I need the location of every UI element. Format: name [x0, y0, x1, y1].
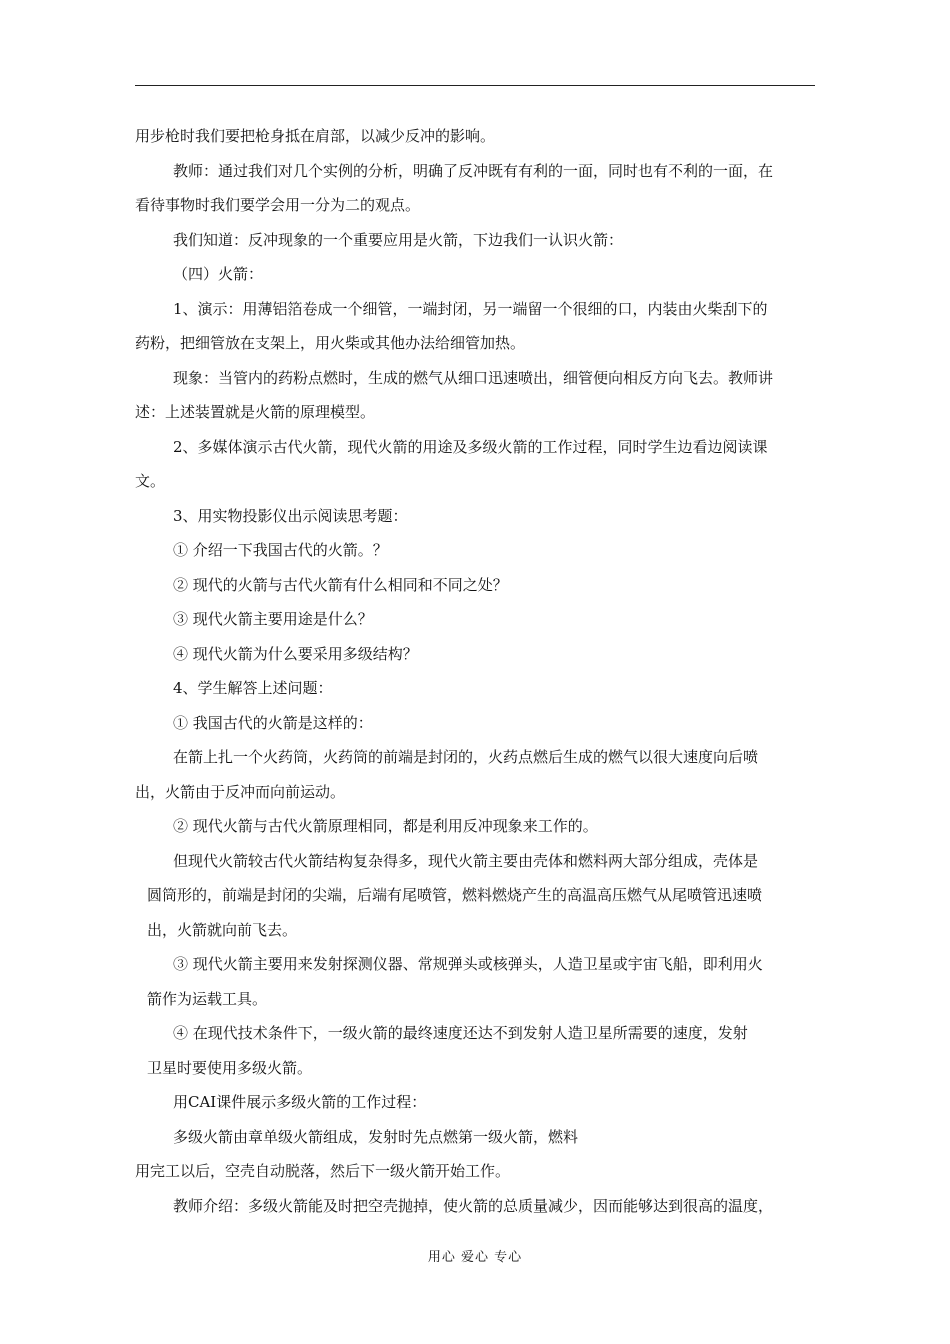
paragraph-line: 文。	[135, 472, 166, 490]
paragraph-line: 但现代火箭较古代火箭结构复杂得多，现代火箭主要由壳体和燃料两大部分组成，壳体是	[173, 851, 759, 870]
paragraph-line: 箭作为运载工具。	[147, 989, 268, 1008]
paragraph-line: ④ 在现代技术条件下，一级火箭的最终速度还达不到发射人造卫星所需要的速度，发射	[173, 1024, 748, 1042]
paragraph-line: ② 现代的火箭与古代火箭有什么相同和不同之处？	[173, 575, 508, 594]
paragraph-line: 教师：通过我们对几个实例的分析，明确了反冲既有有利的一面，同时也有不利的一面，在	[173, 161, 774, 180]
paragraph-line: ② 现代火箭与古代火箭原理相同，都是利用反冲现象来工作的。	[173, 817, 598, 835]
paragraph-line: 我们知道：反冲现象的一个重要应用是火箭，下边我们一认识火箭：	[173, 230, 624, 249]
paragraph-line: 3、用实物投影仪出示阅读思考题：	[173, 506, 408, 525]
paragraph-line: 用步枪时我们要把枪身抵在肩部，以减少反冲的影响。	[135, 127, 496, 145]
paragraph-line: 出，火箭就向前飞去。	[147, 920, 298, 939]
paragraph-line: 用完工以后，空壳自动脱落，然后下一级火箭开始工作。	[135, 1162, 511, 1180]
paragraph-line: （四）火箭：	[173, 265, 264, 283]
paragraph-line: ① 介绍一下我国古代的火箭。？	[173, 541, 388, 559]
paragraph-line: ③ 现代火箭主要用来发射探测仪器、常规弹头或核弹头，人造卫星或宇宙飞船，即利用火	[173, 955, 763, 973]
paragraph-line: 多级火箭由章单级火箭组成，发射时先点燃第一级火箭，燃料	[173, 1127, 579, 1146]
paragraph-line: 在箭上扎一个火药筒，火药筒的前端是封闭的，火药点燃后生成的燃气以很大速度向后喷	[173, 748, 759, 766]
paragraph-line: 用CAI课件展示多级火箭的工作过程：	[173, 1093, 427, 1111]
paragraph-line: 4、学生解答上述问题：	[173, 679, 333, 697]
paragraph-line: 看待事物时我们要学会用一分为二的观点。	[135, 196, 421, 214]
paragraph-line: 教师介绍：多级火箭能及时把空壳抛掉，使火箭的总质量减少，因而能够达到很高的温度，	[173, 1196, 774, 1215]
paragraph-line: 药粉，把细管放在支架上，用火柴或其他办法给细管加热。	[135, 334, 526, 352]
paragraph-line: 现象：当管内的药粉点燃时，生成的燃气从细口迅速喷出，细管便向相反方向飞去。教师讲	[173, 368, 774, 387]
paragraph-line: ③ 现代火箭主要用途是什么？	[173, 610, 373, 628]
paragraph-line: ④ 现代火箭为什么要采用多级结构？	[173, 644, 418, 663]
page-footer: 用心 爱心 专心	[427, 1250, 523, 1265]
paragraph-line: 2、多媒体演示古代火箭，现代火箭的用途及多级火箭的工作过程，同时学生边看边阅读课	[173, 437, 768, 456]
paragraph-line: ① 我国古代的火箭是这样的：	[173, 713, 373, 732]
paragraph-line: 1、演示：用薄铝箔卷成一个细管，一端封闭，另一端留一个很细的口，内装由火柴刮下的	[173, 299, 768, 318]
paragraph-line: 圆筒形的，前端是封闭的尖端，后端有尾喷管，燃料燃烧产生的高温高压燃气从尾喷管迅速喷	[147, 886, 763, 904]
paragraph-line: 卫星时要使用多级火箭。	[147, 1058, 313, 1077]
paragraph-line: 述：上述装置就是火箭的原理模型。	[135, 403, 376, 421]
document-body	[135, 119, 825, 1223]
header-rule	[135, 85, 815, 86]
paragraph-line: 出，火箭由于反冲而向前运动。	[135, 782, 346, 801]
